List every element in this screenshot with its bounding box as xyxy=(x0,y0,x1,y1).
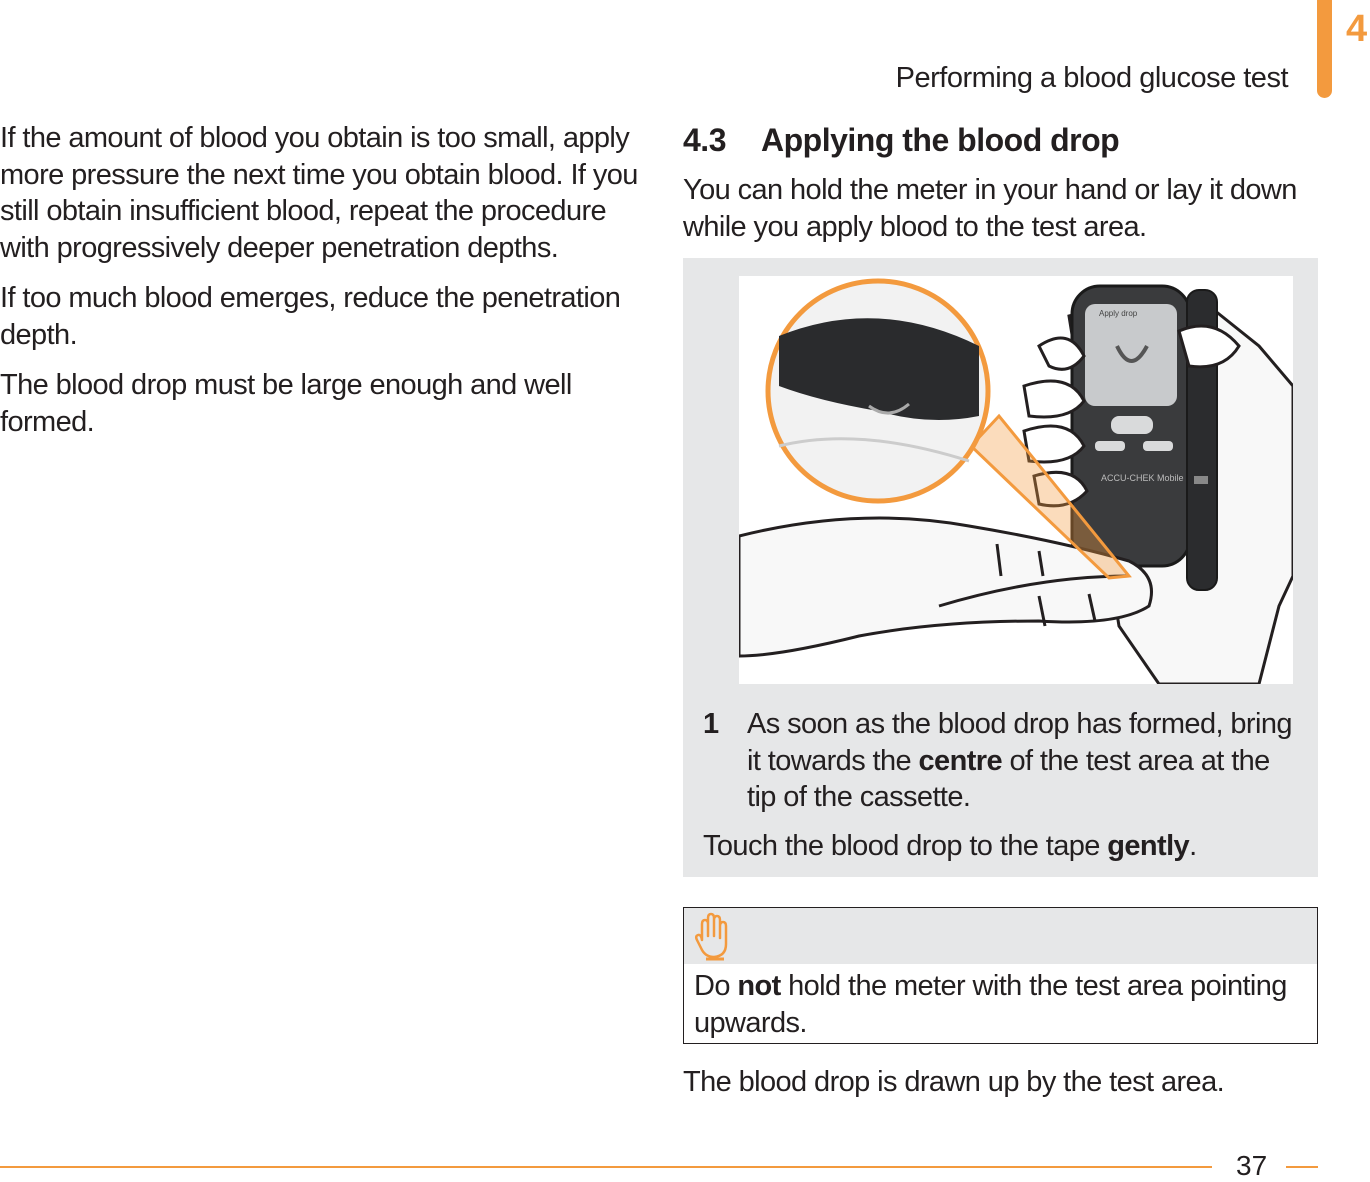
step-number: 1 xyxy=(703,708,719,740)
step-text-part1: As soon as the blood drop has formed, bring it towards the xyxy=(747,708,1292,777)
section-title: Applying the blood drop xyxy=(761,122,1120,158)
step-text-part2: of the test area at the tip of the cassette. xyxy=(747,744,1270,813)
section-intro: You can hold the meter in your hand or lay it down while you apply blood to the test area. xyxy=(683,174,1297,243)
left-column xyxy=(0,120,640,454)
warning-text xyxy=(684,964,1317,1046)
warning-text-part2: hold the meter with the test area pointing upwards. xyxy=(694,970,1287,1039)
footer-rule-right xyxy=(1286,1166,1318,1168)
closing-sentence: The blood drop is drawn up by the test area. xyxy=(683,1066,1225,1098)
chapter-number: 4 xyxy=(1346,8,1368,50)
page-number: 37 xyxy=(1236,1150,1268,1181)
paragraph-drop-size: The blood drop must be large enough and well formed. xyxy=(0,369,572,438)
meter-brand-label: ACCU-CHEK Mobile xyxy=(1101,473,1184,483)
meter-hand-illustration xyxy=(739,276,1293,684)
warning-box xyxy=(683,907,1318,1044)
step-text xyxy=(747,706,1303,816)
figure-panel xyxy=(683,258,1318,877)
touch-text-part2: . xyxy=(1189,830,1197,862)
stop-hand-icon xyxy=(692,912,732,962)
chapter-tab xyxy=(1317,0,1332,98)
touch-text-part1: Touch the blood drop to the tape xyxy=(703,830,1108,862)
paragraph-insufficient-blood: If the amount of blood you obtain is too small, apply more pressure the next time you obtain blood. If you still obtain insufficient blood, repeat the procedure with progressively deeper penetration depths. xyxy=(0,122,638,264)
section-number: 4.3 xyxy=(683,122,726,158)
touch-text-bold: gently xyxy=(1107,830,1190,862)
section-heading xyxy=(683,120,1319,164)
running-header: Performing a blood glucose test xyxy=(895,62,1288,94)
meter-screen-label: Apply drop xyxy=(1099,309,1138,318)
step-1 xyxy=(703,706,1303,816)
step-text-bold: centre xyxy=(918,744,1002,777)
footer-rule-left xyxy=(0,1166,1212,1168)
touch-instruction xyxy=(703,830,1197,863)
warning-text-part1: Do xyxy=(694,970,738,1002)
warning-header xyxy=(684,908,1317,964)
paragraph-too-much-blood: If too much blood emerges, reduce the penetration depth. xyxy=(0,282,621,351)
right-column xyxy=(683,120,1319,245)
warning-text-bold: not xyxy=(737,970,781,1002)
